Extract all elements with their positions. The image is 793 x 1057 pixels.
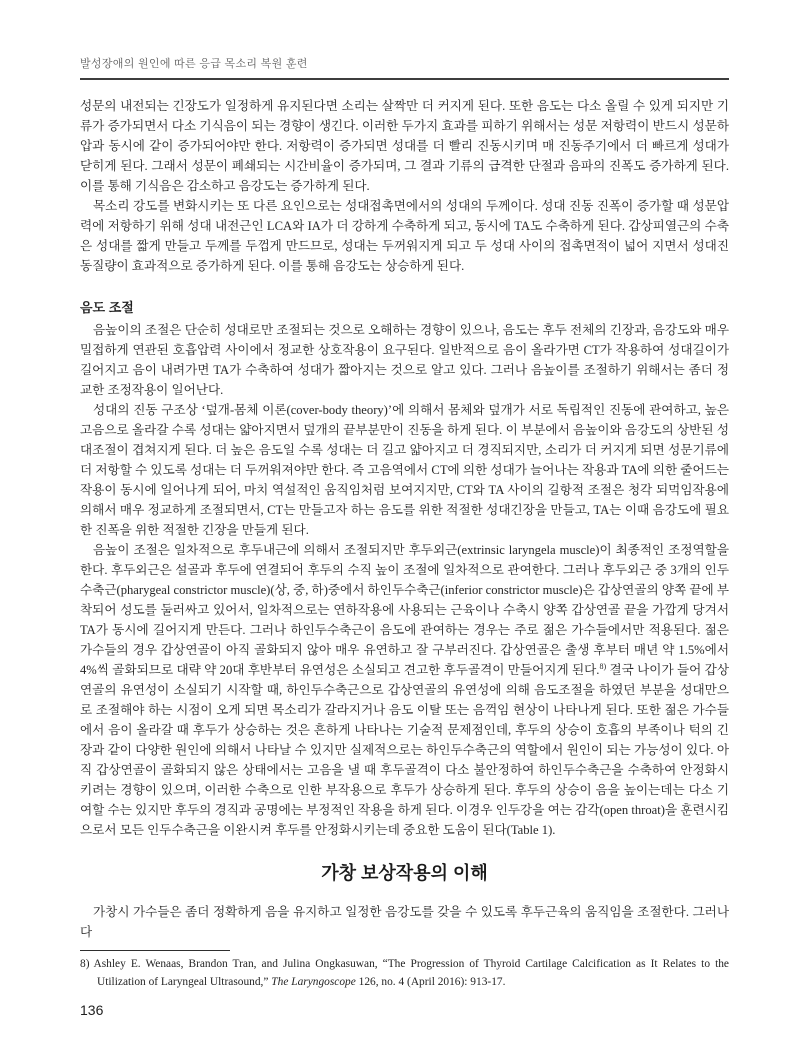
footnote-citation-start: Ashley E. Wenaas, Brandon Tran, and Julina Ongkasuwan, “The Progression of Thyroid Cartilage Calcification as It Relates to the Utilization of Laryngeal Ultrasound,”	[93, 958, 729, 988]
page-number: 136	[80, 1002, 104, 1018]
paragraph-pitch-overview: 음높이의 조절은 단순히 성대로만 조절되는 것으로 오해하는 경향이 있으나, 음도는 후두 전체의 긴장과, 음강도와 매우 밀접하게 연관된 호흡압력 사이에서 정교한 상호작용이 요구된다. 일반적으로 음이 올라가면 CT가 작용하여 성대길이가 길어지고 음이 내려가면 TA가 수축하여 성대가 짧아지는 것으로 알고 있다. 그러나 음높이를 조절하기 위해서는 좀더 정교한 조정작용이 일어난다.	[80, 323, 729, 397]
page-body	[80, 96, 729, 942]
footnote-marker: 8)	[80, 958, 90, 970]
paragraph-singing-compensation-intro: 가창시 가수들은 좀더 정확하게 음을 유지하고 일정한 음강도를 갖을 수 있도록 후두근육의 움직임을 조절한다. 그러나 다	[80, 905, 729, 939]
paragraph-extrinsic-muscles-text-after-ref: 결국 나이가 들어 갑상연골의 유연성이 소실되기 시작할 때, 하인두수축근으로 갑상연골의 유연성에 의해 음도조절을 하였던 부분을 성대만으로 조절해야 하는 시점이 오게 되면 목소리가 갈라지거나 음도 이탈 또는 음꺽임 현상이 나타나게 된다. 또한 젊은 가수들에서 음이 올라갈 때 후두가 상승하는 것은 흔하게 나타나는 기술적 문제점인데, 후두의 상승이 호흡의 부족이나 턱의 긴장과 같이 다양한 원인에 의해서 나타날 수 있지만 실제적으로는 하인두수축근의 역할에서 원인이 되는 가능성이 있다. 아직 갑상연골이 골화되지 않은 상태에서는 고음을 낼 때 후두골격이 다소 불안정하여 하인두수축근을 수축하여 안정화시키려는 경향이 있으며, 이러한 수축으로 인한 부작용으로 후두가 상승하게 된다. 후두의 상승이 음을 높이는데는 다소 기여할 수는 있지만 후두의 경직과 공명에는 부정적인 작용을 하게 된다. 이경우 인두강을 여는 감각(open throat)을 훈련시킴으로서 모든 인두수축근을 이완시켜 후두를 안정화시키는데 중요한 도움이 된다(Table 1).	[80, 663, 729, 837]
paragraph-intensity-continued: 성문의 내전되는 긴장도가 일정하게 유지된다면 소리는 살짝만 더 커지게 된다. 또한 음도는 다소 올릴 수 있게 되지만 기류가 증가되면서 다소 기식음이 되는 경향이 생긴다. 이러한 두가지 효과를 피하기 위해서는 성문 저항력이 반드시 성문하압과 동시에 같이 증가되어야만 한다. 저항력이 증가되면 성대를 더 빨리 진동시키며 매 진동주기에서 더 빠르게 성대가 닫히게 된다. 그래서 성문이 폐쇄되는 시간비율이 증가되며, 그 결과 기류의 급격한 단절과 음파의 진폭도 증가하게 된다. 이를 통해 기식음은 감소하고 음강도는 증가하게 된다.	[80, 99, 729, 193]
paragraph-vocal-fold-thickness: 목소리 강도를 변화시키는 또 다른 요인으로는 성대접촉면에서의 성대의 두께이다. 성대 진동 진폭이 증가할 때 성문압력에 저항하기 위해 성대 내전근인 LCA와 IA가 더 강하게 수축하게 되고, 동시에 TA도 수축하게 된다. 갑상피열근의 수축은 성대를 짧게 만들고 두께를 두껍게 만드므로, 성대는 두꺼워지게 되고 두 성대 사이의 접촉면적이 넓어 지면서 성대진동질량이 효과적으로 증가하게 된다. 이를 통해 음강도는 상승하게 된다.	[80, 199, 729, 273]
footnote-journal-title: The Laryngoscope	[271, 975, 356, 988]
section-heading-pitch-control: 음도 조절	[80, 300, 134, 315]
running-head: 발성장애의 원인에 따른 응급 목소리 복원 훈련	[80, 58, 308, 70]
page-header	[80, 57, 729, 80]
footnote-8	[80, 956, 729, 991]
footnote-divider	[80, 950, 230, 951]
footnote-citation-end: 126, no. 4 (April 2016): 913-17.	[355, 975, 506, 988]
page-footer	[80, 950, 729, 1018]
footnote-reference-8: 8)	[599, 661, 607, 671]
header-divider	[80, 78, 729, 80]
chapter-heading-singing-compensation: 가창 보상작용의 이해	[321, 863, 488, 883]
paragraph-extrinsic-muscles-text-before-ref: 음높이 조절은 일차적으로 후두내근에 의해서 조절되지만 후두외근(extrinsic laryngela muscle)이 최종적인 조정역할을 한다. 후두외근은 설골과 후두에 연결되어 후두의 수직 높이 조절에 일차적으로 관여한다. 그러나 후두외근 중 3개의 인두수축근(pharygeal constrictor muscle)(상, 중, 하)중에서 하인두수축근(inferior constrictor muscle)은 갑상연골의 양쪽 끝에 부착되어 성도를 둘러싸고 있어서, 일차적으로는 연하작용에 사용되는 근육이나 수축시 양쪽 갑상연골 끝을 가깝게 당겨서 TA가 동시에 길어지게 만든다. 그러나 하인두수축근이 음도에 관여하는 경우는 주로 젊은 가수들에서만 적용된다. 젊은 가수들의 경우 갑상연골이 아직 골화되지 않아 매우 유연하고 잘 구부러진다. 갑상연골은 출생 후부터 매년 약 1.5%에서 4%씩 골화되므로 대략 약 20대 후반부터 유연성은 소실되고 견고한 후두골격이 만들어지게 된다.	[80, 543, 729, 677]
paragraph-cover-body-theory: 성대의 진동 구조상 ‘덮개-몸체 이론(cover-body theory)’에 의해서 몸체와 덮개가 서로 독립적인 진동에 관여하고, 높은 고음으로 올라갈 수록 성대는 얇아지면서 덮개의 끝부분만이 진동을 하게 된다. 이 부분에서 음높이와 음강도의 상반된 성대조절이 겹쳐지게 된다. 더 높은 음도일 수록 성대는 더 길고 얇아지고 더 경직되지만, 소리가 더 커지게 되면 성문기류에 더 저항할 수 있도록 성대는 더 두꺼워져야만 한다. 즉 고음역에서 CT에 의한 성대가 늘어나는 작용과 TA에 의한 줄어드는 작용이 동시에 일어나게 되어, 마치 역설적인 움직임처럼 보여지지만, CT와 TA 사이의 길항적 조절은 청각 되먹임작용에 의해서 매우 정교하게 조절되면서, CT는 만들고자 하는 음도를 위한 적절한 성대긴장을 만들고, TA는 이때 음강도에 필요한 진폭을 위한 적절한 긴장을 만들게 된다.	[80, 403, 729, 537]
paragraph-extrinsic-muscles	[80, 540, 729, 840]
